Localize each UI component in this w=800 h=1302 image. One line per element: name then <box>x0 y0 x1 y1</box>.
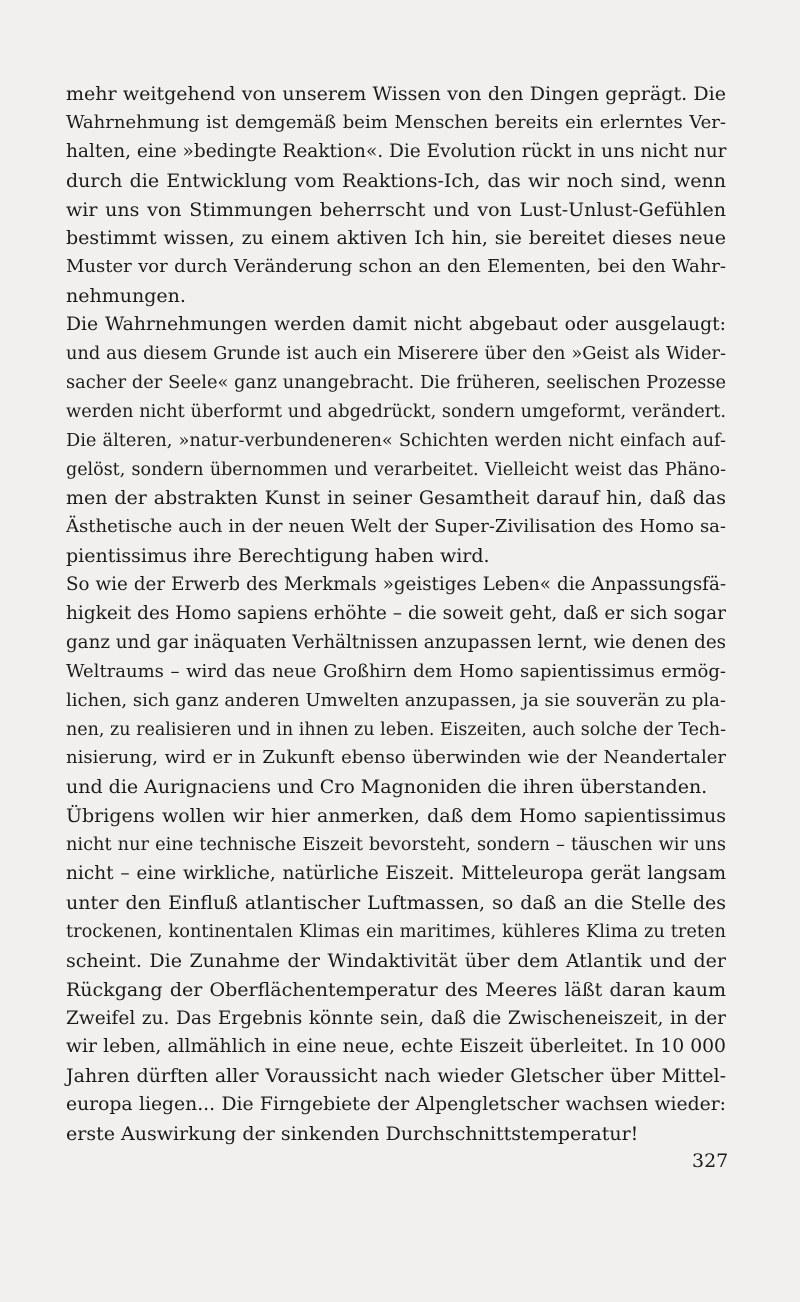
text-line: und die Aurignaciens und Cro Magnoniden die ihren überstanden. <box>66 776 708 799</box>
text-line: higkeit des Homo sapiens erhöhte – die soweit geht, daß er sich sogar <box>66 603 726 625</box>
text-line: nen, zu realisieren und in ihnen zu leben. Eiszeiten, auch solche der Tech- <box>66 719 726 740</box>
text-line: Muster vor durch Veränderung schon an den Elementen, bei den Wahr- <box>66 256 726 278</box>
text-line: pientissimus ihre Berechtigung haben wird. <box>66 545 490 568</box>
text-line: ganz und gar inäquaten Verhältnissen anzupassen lernt, wie denen des <box>66 631 727 653</box>
text-line: nicht nur eine technische Eiszeit bevorsteht, sondern – täuschen wir uns <box>66 835 726 856</box>
text-line: unter den Einfluß atlantischer Luftmassen, so daß an die Stelle des <box>66 891 726 914</box>
text-line: erste Auswirkung der sinkenden Durchschnittstemperatur! <box>66 1123 639 1146</box>
text-line: werden nicht überformt und abgedrückt, sondern umgeformt, verändert. <box>66 401 726 422</box>
text-line: Zweifel zu. Das Ergebnis könnte sein, daß die Zwischeneiszeit, in der <box>66 1007 726 1029</box>
text-line: Jahren dürften aller Voraussicht nach wieder Gletscher über Mittel- <box>66 1065 726 1088</box>
text-line: Übrigens wollen wir hier anmerken, daß dem Homo sapientissimus <box>66 805 726 828</box>
text-line: wir leben, allmählich in eine neue, echte Eiszeit überleitet. In 10 000 <box>66 1036 726 1058</box>
text-line: Rückgang der Oberflächentemperatur des Meeres läßt daran kaum <box>66 978 726 1001</box>
text-line: nicht – eine wirkliche, natürliche Eiszeit. Mitteleuropa gerät langsam <box>66 863 726 885</box>
text-line: und aus diesem Grunde ist auch ein Miserere über den »Geist als Wider- <box>66 344 726 365</box>
text-line: lichen, sich ganz anderen Umwelten anzupassen, ja sie souverän zu pla- <box>66 689 726 711</box>
page-number: 327 <box>692 1150 729 1172</box>
text-line: sacher der Seele« ganz unangebracht. Die früheren, seelischen Prozesse <box>66 372 726 393</box>
text-line: mehr weitgehend von unserem Wissen von den Dingen geprägt. Die <box>66 83 726 105</box>
text-line: scheint. Die Zunahme der Windaktivität über dem Atlantik und der <box>66 949 726 972</box>
text-line: Die Wahrnehmungen werden damit nicht abgebaut oder ausgelaugt: <box>66 314 726 336</box>
text-line: men der abstrakten Kunst in seiner Gesamtheit darauf hin, daß das <box>66 487 726 510</box>
text-line: durch die Entwicklung vom Reaktions-Ich, das wir noch sind, wenn <box>66 169 726 192</box>
text-line: Ästhetische auch in der neuen Welt der Super-Zivilisation des Homo sa- <box>66 516 726 538</box>
text-line: nehmungen. <box>66 285 186 308</box>
body-text <box>66 80 726 1149</box>
text-line: nisierung, wird er in Zukunft ebenso überwinden wie der Neandertaler <box>66 747 726 769</box>
text-line: So wie der Erwerb des Merkmals »geistiges Leben« die Anpassungsfä- <box>66 574 726 596</box>
text-line: Die älteren, »natur-verbundeneren« Schichten werden nicht einfach auf- <box>66 430 726 451</box>
text-line: wir uns von Stimmungen beherrscht und von Lust-Unlust-Gefühlen <box>66 198 726 221</box>
text-line: trockenen, kontinentalen Klimas ein maritimes, kühleres Klima zu treten <box>66 921 726 942</box>
text-line: bestimmt wissen, zu einem aktiven Ich hin, sie bereitet dieses neue <box>66 227 726 250</box>
text-line: halten, eine »bedingte Reaktion«. Die Evolution rückt in uns nicht nur <box>66 140 727 162</box>
text-line: europa liegen... Die Firngebiete der Alpengletscher wachsen wieder: <box>66 1094 726 1116</box>
text-line: Weltraums – wird das neue Großhirn dem Homo sapientissimus ermög- <box>66 660 726 682</box>
text-line: gelöst, sondern übernommen und verarbeitet. Vielleicht weist das Phäno- <box>66 459 726 480</box>
text-line: Wahrnehmung ist demgemäß beim Menschen bereits ein erlerntes Ver- <box>66 111 726 133</box>
